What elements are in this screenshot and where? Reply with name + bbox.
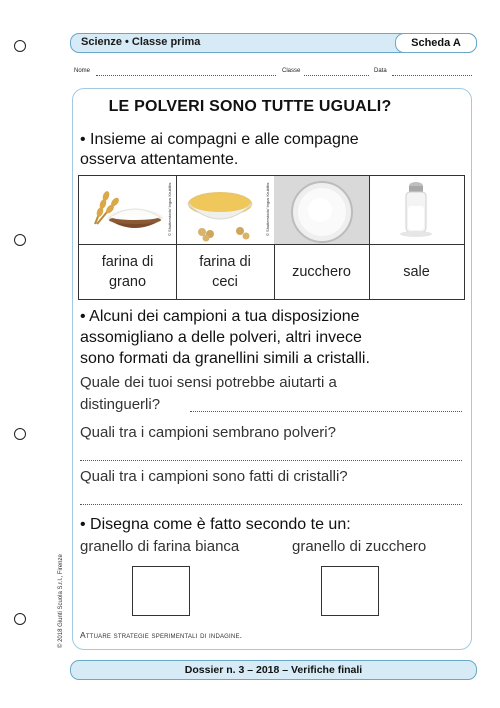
date-field[interactable] (392, 69, 472, 76)
class-field[interactable] (304, 69, 369, 76)
learning-goal-caption: Attuare strategie sperimentali di indagine. (80, 630, 243, 640)
question-1-line-1: Quale dei tuoi sensi potrebbe aiutarti a (80, 374, 337, 391)
drawing-box-flour[interactable] (132, 566, 190, 616)
photo-credit-2: © Shutterstock/ Ingus Kruklitis (265, 182, 270, 236)
footer-bar: Dossier n. 3 – 2018 – Verifiche finali (70, 660, 477, 680)
photo-credit-1: © Shutterstock/ Ingus Kruklitis (167, 182, 172, 236)
instruction-2-line-3: sono formati da granellini simili a cristalli. (80, 350, 370, 367)
sample-image-chickpea-flour (176, 176, 275, 245)
drawing-box-sugar[interactable] (321, 566, 379, 616)
sample-label-sugar: zucchero (274, 245, 370, 299)
sample-image-sugar (274, 176, 370, 245)
name-label: Nome (74, 68, 91, 74)
sample-label-salt: sale (403, 264, 430, 280)
binder-hole-3 (14, 428, 26, 440)
header-bar (70, 33, 477, 53)
instruction-2-line-2: assomigliano a delle polveri, altri invece (80, 329, 362, 346)
question-1-line-2: distinguerli? (80, 396, 161, 413)
sheet-tag: Scheda A (395, 33, 477, 53)
question-2: Quali tra i campioni sembrano polveri? (80, 424, 336, 441)
sample-label-chickpea-flour: farina di ceci (176, 245, 275, 299)
instruction-2-line-1: • Alcuni dei campioni a tua disposizione (80, 308, 360, 325)
binder-hole-1 (14, 40, 26, 52)
sample-label-wheat-flour: farina di grano (79, 245, 177, 299)
date-label: Data (374, 68, 387, 74)
answer-line-2[interactable] (80, 459, 462, 461)
name-field[interactable] (96, 69, 276, 76)
draw-label-flour: granello di farina bianca (80, 538, 240, 555)
sample-image-wheat-flour (79, 176, 177, 245)
draw-label-sugar: granello di zucchero (292, 538, 427, 555)
answer-line-3[interactable] (80, 503, 462, 505)
samples-table (78, 175, 465, 300)
instruction-1-line-2: osserva attentamente. (80, 151, 239, 168)
sample-image-salt (369, 176, 464, 245)
binder-hole-2 (14, 234, 26, 246)
subject-label: Scienze • Classe prima (81, 36, 201, 48)
class-label: Classe (282, 68, 301, 74)
copyright-side-text: © 2018 Giunti Scuola S.r.l., Firenze (58, 554, 64, 648)
instruction-3: • Disegna come è fatto secondo te un: (80, 516, 351, 533)
binder-hole-4 (14, 613, 26, 625)
page-title: LE POLVERI SONO TUTTE UGUALI? (108, 98, 392, 115)
instruction-1-line-1: • Insieme ai compagni e alle compagne (80, 131, 359, 148)
question-3: Quali tra i campioni sono fatti di cristalli? (80, 468, 348, 485)
answer-line-1[interactable] (190, 410, 462, 412)
